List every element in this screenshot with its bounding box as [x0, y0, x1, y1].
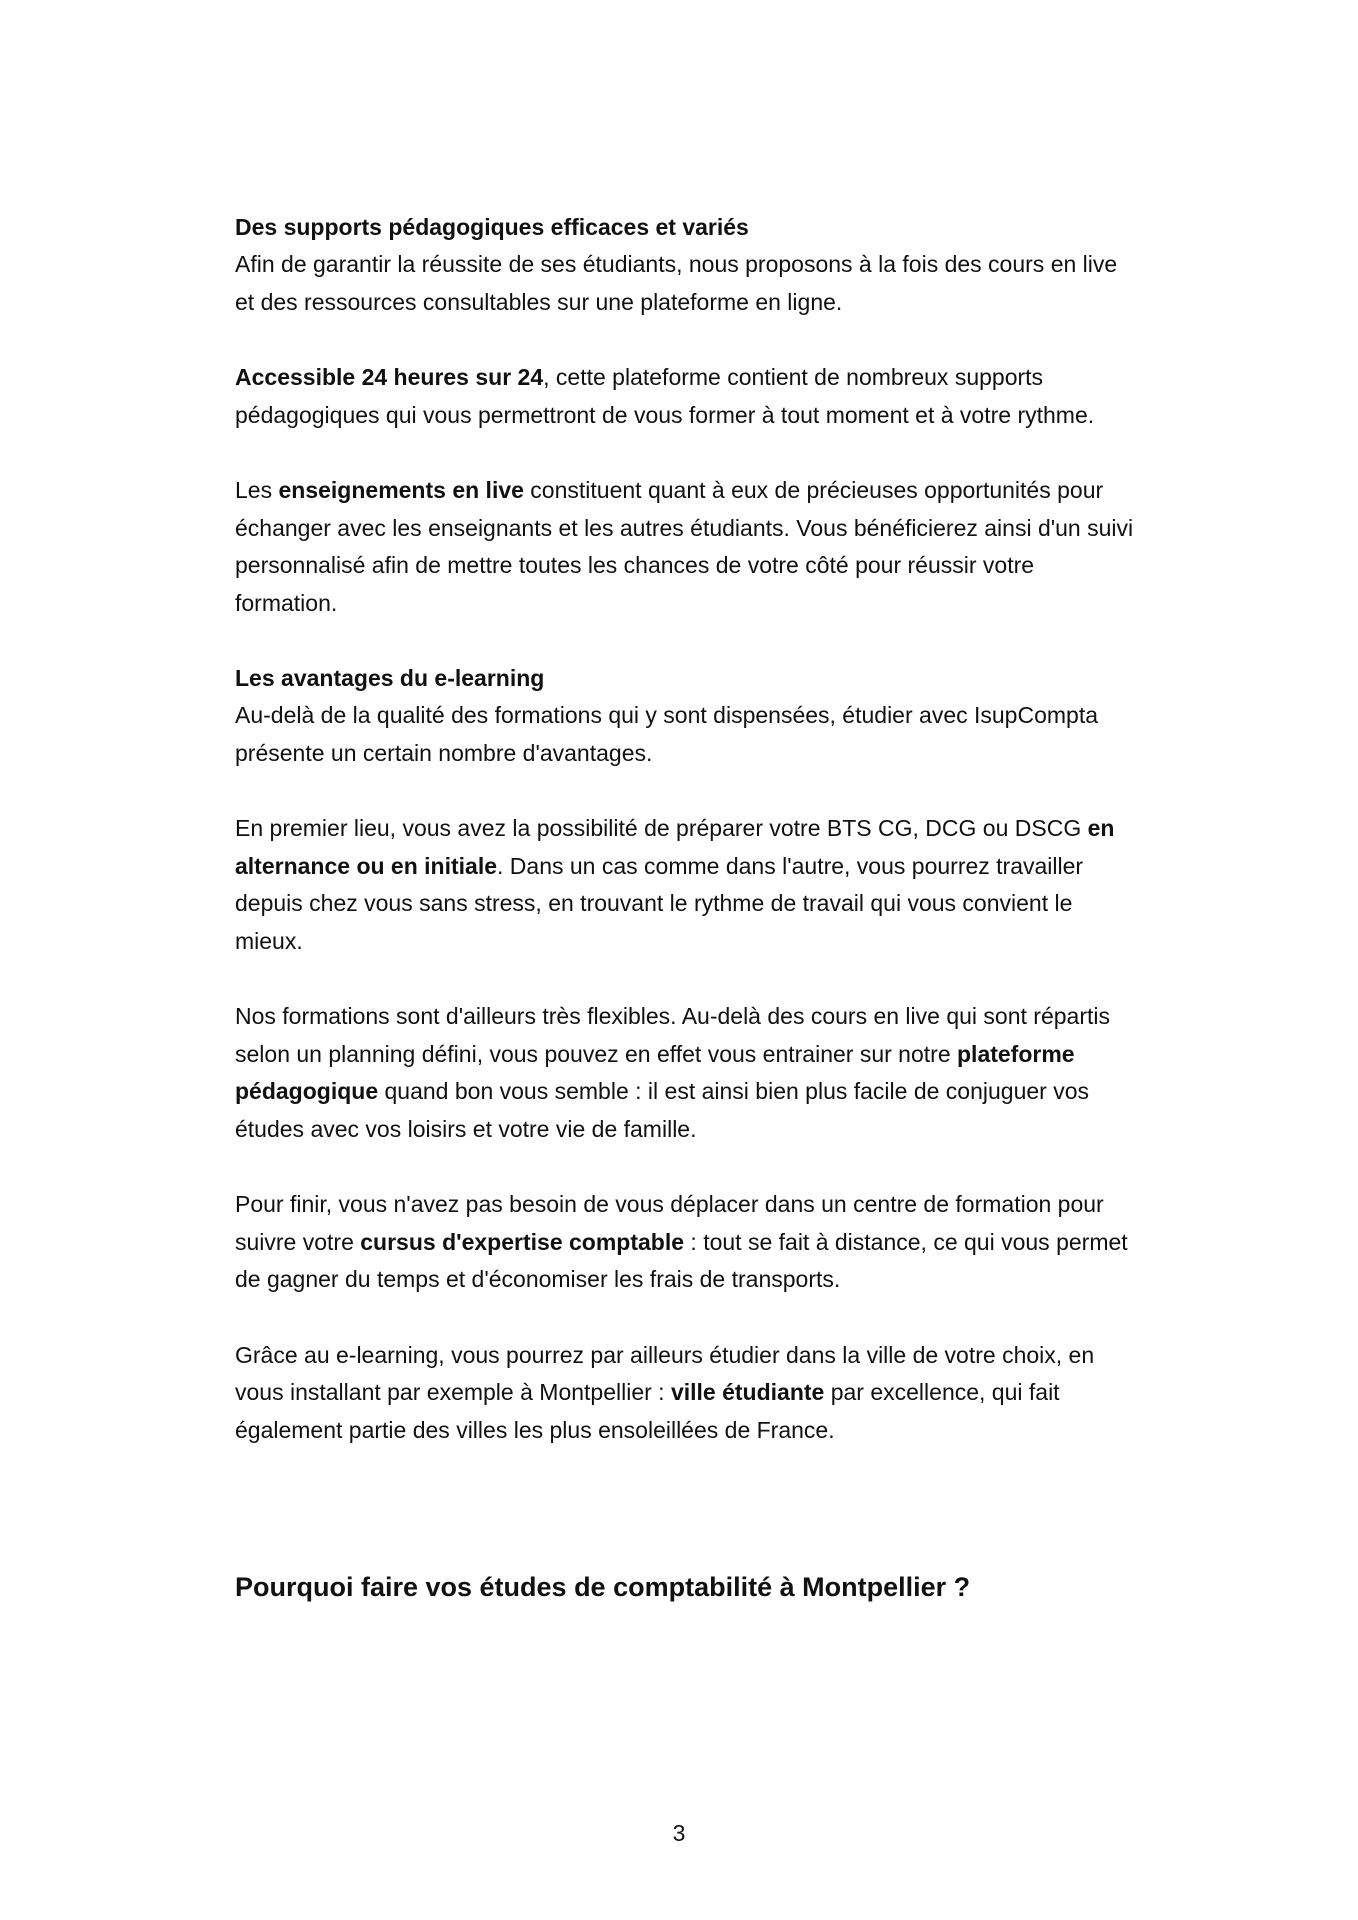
section-heading-avantages: Les avantages du e-learning — [235, 665, 545, 691]
paragraph-distance — [235, 1186, 1135, 1299]
text-flexibles-start: Nos formations sont d'ailleurs très flexibles. Au-delà des cours en live qui sont répartis selon un planning défini, vous pouvez en effet vous entrainer sur notre — [235, 1003, 1110, 1067]
text-montpellier-start: Grâce au e-learning, vous pourrez par ailleurs étudier dans la ville de votre choix, en vous installant par exemple à Montpellier : — [235, 1341, 1095, 1405]
paragraph-alternance — [235, 810, 1135, 960]
text-montpellier-rest: par excellence, qui fait également partie des villes les plus ensoleillées de France. — [235, 1379, 1060, 1443]
section-heading-supports: Des supports pédagogiques efficaces et variés — [235, 214, 749, 240]
paragraph-flexibles — [235, 998, 1135, 1148]
paragraph-avantages-intro: Au-delà de la qualité des formations qui y sont dispensées, étudier avec IsupCompta présente un certain nombre d'avantages. — [235, 702, 1099, 766]
text-flexibles-rest: quand bon vous semble : il est ainsi bien plus facile de conjuguer vos études avec vos loisirs et votre vie de famille. — [235, 1078, 1090, 1142]
document-body — [235, 209, 1135, 1487]
text-distance-start: Pour finir, vous n'avez pas besoin de vous déplacer dans un centre de formation pour suivre votre — [235, 1191, 1104, 1255]
bold-cursus: cursus d'expertise comptable — [360, 1228, 685, 1255]
text-live-start: Les — [235, 477, 279, 503]
bold-accessible: Accessible 24 heures sur 24 — [235, 364, 544, 390]
bold-ville-etudiante: ville étudiante — [670, 1379, 825, 1405]
paragraph-montpellier — [235, 1337, 1135, 1450]
paragraph-accessible — [235, 359, 1135, 434]
bold-plateforme: plateforme pédagogique — [235, 1040, 1075, 1104]
paragraph-enseignements-live — [235, 472, 1135, 622]
text-accessible-rest: , cette plateforme contient de nombreux supports pédagogiques qui vous permettront de vous former à tout moment et à votre rythme. — [235, 364, 1095, 428]
paragraph-supports-intro: Afin de garantir la réussite de ses étudiants, nous proposons à la fois des cours en live et des ressources consultables sur une plateforme en ligne. — [235, 251, 1118, 315]
text-live-rest: constituent quant à eux de précieuses opportunités pour échanger avec les enseignants et les autres étudiants. Vous bénéficierez ainsi d'un suivi personnalisé afin de mettre toutes les chances de votre côté pour réussir votre formation. — [235, 477, 1134, 616]
bold-enseignements-live: enseignements en live — [278, 477, 524, 503]
main-heading-montpellier: Pourquoi faire vos études de comptabilité à Montpellier ? — [235, 1572, 971, 1602]
text-distance-rest: : tout se fait à distance, ce qui vous permet de gagner du temps et d'économiser les frais de transports. — [235, 1228, 1128, 1292]
bold-alternance: en alternance ou en initiale — [235, 815, 1115, 879]
text-alternance-start: En premier lieu, vous avez la possibilité de préparer votre BTS CG, DCG ou DSCG — [235, 815, 1088, 841]
page-number: 3 — [672, 1820, 686, 1846]
text-alternance-rest: . Dans un cas comme dans l'autre, vous pourrez travailler depuis chez vous sans stress, en trouvant le rythme de travail qui vous convient le mieux. — [235, 852, 1084, 954]
